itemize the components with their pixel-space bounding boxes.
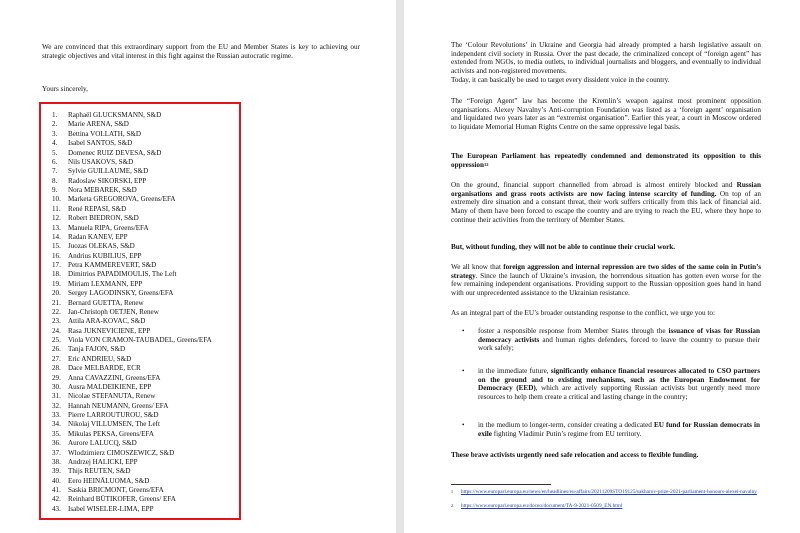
bullet-dot: • (462, 327, 465, 335)
signatory-item (52, 205, 238, 214)
signatory-name: Isabel WISELER-LIMA, EPP (68, 504, 154, 513)
signatory-number: 43. (52, 504, 61, 513)
paragraph-colour-revolutions: The ‘Colour Revolutions’ in Ukraine and Georgia had already prompted a harsh legislative assault on independent civil society in Russia. Over the past decade, the criminalized concept of “foreign agent” has extended from NGOs, to media outlets, to individual journalists and bloggers, and eventually to individual activists and non-registered movements. Today, it can basically be used to target every dissident voice in the country. (451, 41, 761, 84)
signatory-item (52, 280, 238, 289)
signatory-name: Sergey LAGODINSKY, Greens/EFA (68, 289, 174, 298)
signatory-item (52, 158, 238, 167)
signatory-name: Radoslaw SIKORSKI, EPP (68, 176, 147, 185)
paragraph-foreign-agent-law: The “Foreign Agent” law has become the Kremlin’s weapon against most prominent opposition organisations. Alexey Navalny’s Anti-corruption Foundation was listed as a ‘foreign agent’ organisation and liquidated two years later as an “extremist organisation”. Earlier this year, a court in Moscow ordered to liquidate Memorial Human Rights Centre on the same oppressive legal basis. (451, 97, 761, 132)
signatory-number: 17. (52, 261, 61, 269)
signatory-name: Isabel SANTOS, S&D (68, 139, 133, 148)
signatory-name: Eero HEINÄLUOMA, S&D (68, 476, 150, 485)
signatory-item (52, 336, 238, 345)
signatory-item (52, 383, 238, 392)
signatory-item (52, 430, 238, 439)
signatory-number: 35. (52, 429, 61, 438)
signatory-number: 39. (52, 467, 61, 476)
signatory-number: 14. (52, 232, 61, 241)
signatory-name: Sylvie GUILLAUME, S&D (68, 167, 149, 176)
signatory-name: Ausra MALDEIKIENE, EPP (68, 382, 152, 391)
signatory-name: Nikolaj VILLUMSEN, The Left (68, 420, 160, 429)
signatory-item (52, 233, 238, 242)
signatory-name: Pierre LARROUTUROU, S&D (68, 411, 159, 419)
signatory-item (52, 420, 238, 429)
footnote-1 (451, 489, 771, 495)
closing-salutation: Yours sincerely, (42, 85, 88, 93)
footnote-number: 2 (451, 503, 453, 508)
signatory-number: 2. (52, 120, 58, 129)
footnote-link-1[interactable]: https://www.europarl.europa.eu/news/en/headlines/eu-affairs/20211209STO19125/sakharov-prize-2021-parliament-honours-alexei-navalny (461, 489, 757, 495)
document-page-right (404, 0, 800, 533)
signatory-number: 1. (52, 111, 58, 119)
signatory-number: 27. (52, 354, 61, 363)
signatory-name: Marie ARENA, S&D (68, 120, 129, 129)
signatory-item (52, 364, 238, 373)
signatory-item (52, 402, 238, 411)
signatory-item (52, 439, 238, 448)
signatory-name: Nicolae STEFANUTA, Renew (68, 392, 156, 401)
signatory-number: 3. (52, 129, 58, 138)
signatory-item (52, 505, 238, 514)
signatory-number: 36. (52, 439, 61, 448)
signatory-item (52, 261, 238, 270)
page-gutter (396, 0, 404, 533)
signatory-name: Thijs REUTEN, S&D (68, 467, 131, 476)
footnote-2 (451, 503, 771, 509)
signatory-item (52, 449, 238, 458)
footnote-reference[interactable]: 12 (484, 161, 489, 167)
signatory-item (52, 177, 238, 186)
signatory-name: Dimitrios PAPADIMOULIS, The Left (68, 270, 177, 279)
signatory-number: 16. (52, 251, 61, 260)
signatory-name: Robert BIEDRON, S&D (68, 214, 139, 223)
signatory-item (52, 345, 238, 354)
signatory-item (52, 374, 238, 383)
signatory-number: 25. (52, 336, 61, 344)
signatory-item (52, 411, 238, 420)
signatory-name: Miriam LEXMANN, EPP (68, 279, 143, 288)
signatory-number: 24. (52, 326, 61, 335)
signatory-number: 21. (52, 298, 61, 307)
signatory-number: 37. (52, 448, 61, 457)
signatory-name: Nora MEBAREK, S&D (68, 186, 137, 194)
signatory-number: 41. (52, 486, 61, 494)
signatory-item (52, 495, 238, 504)
signatory-item (52, 130, 238, 139)
bullet-text: in the medium to longer-term, consider creating a dedicated EU fund for Russian democrats in exile fighting Vladimir Putin’s regime from EU territory. (478, 421, 760, 438)
signatory-item (52, 252, 238, 261)
signatory-number: 30. (52, 382, 61, 391)
signatory-item (52, 167, 238, 176)
bullet-text: foster a responsible response from Member States through the issuance of visas for Russian democracy activists and human rights defenders, forced to leave the country to pursue their work safely; (478, 327, 761, 353)
signatory-item (52, 120, 238, 129)
signatory-number: 29. (52, 373, 61, 382)
signatory-name: Domenec RUIZ DEVESA, S&D (68, 148, 162, 157)
signatory-number: 8. (52, 176, 58, 185)
signatory-name: Wlodzimierz CIMOSZEWICZ, S&D (68, 448, 175, 457)
signatory-number: 33. (52, 411, 61, 419)
signatory-number: 32. (52, 401, 61, 410)
signatory-number: 12. (52, 214, 61, 223)
signatory-item (52, 317, 238, 326)
signatory-name: Andrius KUBILIUS, EPP (68, 251, 142, 260)
signatory-number: 19. (52, 279, 61, 288)
signatory-number: 5. (52, 148, 58, 157)
signatory-item (52, 224, 238, 233)
signatory-number: 31. (52, 392, 61, 401)
footnote-link-2[interactable]: https://www.europarl.europa.eu/doceo/document/TA-9-2021-0509_EN.html (461, 503, 623, 509)
bullet-dot: • (462, 367, 465, 375)
signatory-name: Attila ARA-KOVAC, S&D (68, 317, 146, 326)
signatory-item (52, 214, 238, 223)
signatory-number: 4. (52, 139, 58, 148)
signatory-item (52, 111, 238, 120)
signatory-item (52, 327, 238, 336)
paragraph-ep-condemned: The European Parliament has repeatedly condemned and demonstrated its opposition to this oppression$^{12}$ (451, 152, 761, 169)
signatory-name: Bettina VOLLATH, S&D (68, 129, 141, 138)
signatory-number: 40. (52, 476, 61, 485)
signatory-number: 6. (52, 157, 58, 166)
signatory-item (52, 242, 238, 251)
signatory-name: Tanja FAJON, S&D (68, 345, 126, 354)
signatory-number: 20. (52, 289, 61, 298)
signatory-name: Jan-Christoph OETJEN, Renew (68, 307, 159, 316)
signatory-name: Manuela RIPA, Greens/EFA (68, 223, 149, 232)
signatory-name: Nils USAKOVS, S&D (68, 157, 134, 166)
signatory-number: 18. (52, 270, 61, 279)
signatories-list (52, 111, 238, 514)
signatory-number: 13. (52, 223, 61, 232)
footnote-separator (451, 484, 551, 485)
signatory-item (52, 270, 238, 279)
signatory-item (52, 458, 238, 467)
signatory-name: Viola VON CRAMON-TAUBADEL, Greens/EFA (68, 336, 212, 344)
signatory-item (52, 139, 238, 148)
signatory-name: Rasa JUKNEVICIENE, EPP (68, 326, 151, 335)
signatory-item (52, 486, 238, 495)
signatory-number: 28. (52, 364, 61, 373)
signatory-number: 10. (52, 195, 61, 204)
footnote-number: 1 (451, 489, 453, 494)
signatory-number: 42. (52, 495, 61, 504)
signatory-item (52, 149, 238, 158)
signatory-name: Marketa GREGOROVA, Greens/EFA (68, 195, 176, 204)
signatory-name: Mikulas PEKSA, Greens/EFA (68, 429, 154, 438)
signatory-name: Juozas OLEKAS, S&D (68, 242, 135, 251)
signatory-number: 38. (52, 457, 61, 466)
signatory-item (52, 355, 238, 364)
paragraph-financial-support: On the ground, financial support channelled from abroad is almost entirely blocked and Russian organisations and grass roots activists are now facing intense scarcity of funding. On top of an extremely dire situation and a constant threat, their work suffers critically from this lack of financial aid. Many of them have been forced to escape the country and are trying to reach the EU, where they hope to continue their activities from the territory of Member States. (451, 181, 761, 224)
signatory-item (52, 299, 238, 308)
bullet-dot: • (462, 421, 465, 429)
signatory-name: Hannah NEUMANN, Greens/ EFA (68, 401, 169, 410)
signatory-name: René REPASI, S&D (68, 204, 127, 213)
signatory-name: Anna CAVAZZINI, Greens/EFA (68, 373, 161, 382)
signatory-number: 11. (52, 204, 61, 213)
document-page-left (0, 0, 396, 533)
signatory-name: Eric ANDRIEU, S&D (68, 354, 132, 363)
signatory-number: 15. (52, 242, 61, 251)
signatory-number: 34. (52, 420, 61, 429)
signatory-name: Dace MELBARDE, ECR (68, 364, 141, 373)
signatory-name: Radan KANEV, EPP (68, 232, 128, 241)
signatory-item (52, 477, 238, 486)
signatory-name: Andrzej HALICKI, EPP (68, 457, 138, 466)
signatory-item (52, 195, 238, 204)
signatory-name: Aurore LALUCQ, S&D (68, 439, 137, 448)
signatory-number: 9. (52, 186, 58, 194)
signatory-item (52, 467, 238, 476)
signatory-name: Bernard GUETTA, Renew (68, 298, 144, 307)
signatory-number: 22. (52, 307, 61, 316)
paragraph-foreign-aggression: We all know that foreign aggression and internal repression are two sides of the same coin in Putin’s strategy. Since the launch of Ukraine’s invasion, the horrendous situation has gotten even worse for the few remaining independent organisations. Providing support to the Russian opposition goes hand in hand with our unprecedented assistance to the Ukrainian resistance. (451, 263, 761, 298)
signatory-item (52, 289, 238, 298)
intro-paragraph: We are convinced that this extraordinary support from the EU and Member States is key to achieving our strategic objectives and vital interest in this fight against the Russian autocratic regime. (42, 43, 360, 60)
signatory-number: 23. (52, 317, 61, 326)
paragraph-brave-activists: These brave activists urgently need safe relocation and access to flexible funding. (451, 451, 699, 459)
signatory-name: Reinhard BÜTIKOFER, Greens/ EFA (68, 495, 176, 504)
signatory-number: 26. (52, 345, 61, 354)
signatory-item (52, 308, 238, 317)
bullet-text: in the immediate future, significantly enhance financial resources allocated to CSO partners on the ground and to existing mechanisms, such as the European Endowment for Democracy (EED), which are actively supporting Russian activists but urgently need more resources to help them create a critical and lasting change in the country; (478, 367, 760, 402)
signatory-name: Petra KAMMEREVERT, S&D (68, 261, 157, 269)
signatory-item (52, 392, 238, 401)
signatory-number: 7. (52, 167, 58, 176)
signatory-item (52, 186, 238, 195)
paragraph-without-funding: But, without funding, they will not be able to continue their crucial work. (451, 243, 676, 251)
signatory-name: Saskia BRICMONT, Greens/EFA (68, 486, 164, 494)
paragraph-we-urge: As an integral part of the EU’s broader outstanding response to the conflict, we urge you to: (451, 309, 715, 317)
signatory-name: Raphaël GLUCKSMANN, S&D (68, 111, 162, 119)
